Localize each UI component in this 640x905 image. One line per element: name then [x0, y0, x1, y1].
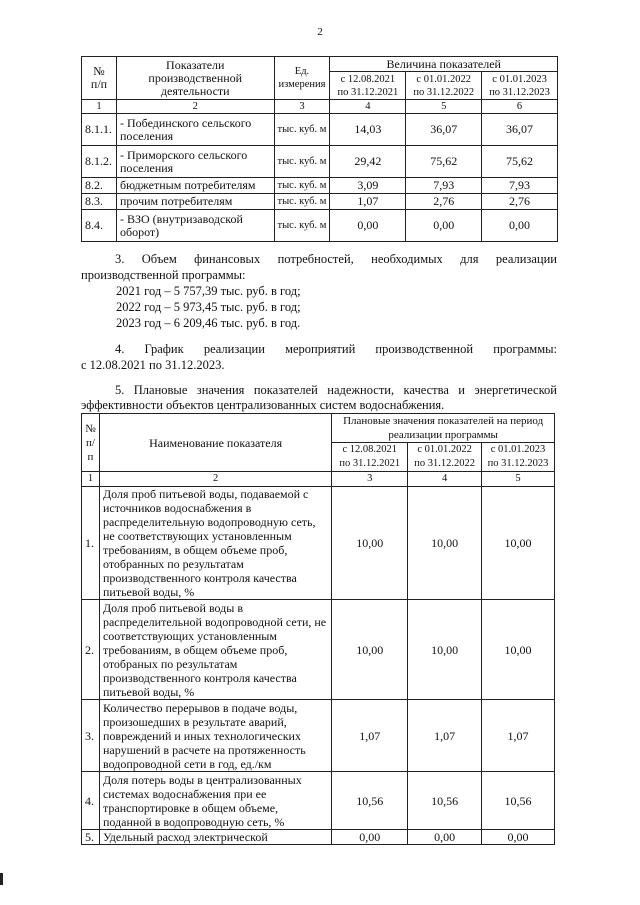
- row-value: 14,03: [330, 114, 406, 146]
- section-4-text: 4. График реализации мероприятий производственной программы:: [115, 342, 557, 356]
- table-row: [82, 146, 558, 178]
- row-unit: тыс. куб. м: [274, 210, 330, 242]
- table-row: [82, 700, 555, 772]
- row-value: 0,00: [330, 210, 406, 242]
- row-unit: тыс. куб. м: [274, 114, 330, 146]
- row-value: 2,76: [406, 194, 482, 210]
- col-header-period-2: с 01.01.2022 по 31.12.2022: [408, 443, 482, 472]
- row-unit: тыс. куб. м: [274, 194, 330, 210]
- row-name: Доля потерь воды в централизованных системах водоснабжения при ее транспортировке в общем объеме, поданной в водопроводную сеть, %: [99, 772, 331, 830]
- col-header-period-2: с 01.01.2022 по 31.12.2022: [406, 72, 482, 100]
- row-value: 10,00: [408, 600, 482, 700]
- row-name: Доля проб питьевой воды в распределительной водопроводной сети, не соответствующих установленным требованиям, в общем объеме проб, отобраных по результатам производственного контроля качества питьевой воды, %: [99, 600, 331, 700]
- row-name: Доля проб питьевой воды, подаваемой с источников водоснабжения в распределительную водопроводную сеть, не соответствующих установленным требованиям, в общем объеме проб, отобранных по результатам производственного контроля качества питьевой воды, %: [99, 487, 331, 600]
- row-name: бюджетным потребителям: [116, 178, 274, 194]
- col-number: 4: [330, 100, 406, 114]
- col-number: 5: [482, 472, 555, 487]
- table-row: [82, 178, 558, 194]
- finance-2022: 2022 год – 5 973,45 тыс. руб. в год;: [116, 300, 301, 314]
- row-name: - ВЗО (внутризаводской оборот): [116, 210, 274, 242]
- section-4-text-cont: с 12.08.2021 по 31.12.2023.: [81, 358, 225, 372]
- row-value: 10,56: [482, 772, 555, 830]
- finance-2021: 2021 год – 5 757,39 тыс. руб. в год;: [116, 284, 301, 298]
- row-value: 0,00: [482, 210, 558, 242]
- row-value: 10,00: [482, 487, 555, 600]
- row-no: 8.2.: [82, 178, 117, 194]
- row-value: 29,42: [330, 146, 406, 178]
- col-number: 6: [482, 100, 558, 114]
- row-value: 0,00: [406, 210, 482, 242]
- section-5-text: 5. Плановые значения показателей надежности, качества и энергетической: [115, 383, 557, 397]
- col-header-plan: Плановые значения показателей на период реализации программы: [332, 414, 555, 443]
- row-value: 1,07: [482, 700, 555, 772]
- col-number: 2: [99, 472, 331, 487]
- table-row: [82, 830, 555, 845]
- table-row: [82, 114, 558, 146]
- col-header-period-1: с 12.08.2021 по 31.12.2021: [332, 443, 408, 472]
- row-name: прочим потребителям: [116, 194, 274, 210]
- row-value: 36,07: [482, 114, 558, 146]
- table-row: [82, 600, 555, 700]
- col-number: 5: [406, 100, 482, 114]
- section-3-text-cont: производственной программы:: [81, 268, 246, 282]
- row-value: 10,00: [332, 487, 408, 600]
- page-number: 2: [317, 26, 323, 38]
- row-no: 2.: [82, 600, 100, 700]
- col-number: 3: [332, 472, 408, 487]
- col-header-value: Величина показателей: [330, 57, 558, 72]
- section-3-text: 3. Объем финансовых потребностей, необходимых для реализации: [115, 252, 557, 266]
- row-value: 1,07: [332, 700, 408, 772]
- row-value: 2,76: [482, 194, 558, 210]
- table-row: [82, 194, 558, 210]
- row-value: 0,00: [332, 830, 408, 845]
- row-value: 0,00: [482, 830, 555, 845]
- col-header-period-3: с 01.01.2023 по 31.12.2023: [482, 72, 558, 100]
- col-header-indicator: Показатели производственной деятельности: [116, 57, 274, 100]
- row-value: 10,00: [408, 487, 482, 600]
- row-value: 75,62: [482, 146, 558, 178]
- row-no: 8.3.: [82, 194, 117, 210]
- row-value: 3,09: [330, 178, 406, 194]
- finance-2023: 2023 год – 6 209,46 тыс. руб. в год.: [116, 316, 301, 330]
- table-row: [82, 487, 555, 600]
- col-header-period-1: с 12.08.2021 по 31.12.2021: [330, 72, 406, 100]
- row-no: 5.: [82, 830, 100, 845]
- col-number: 3: [274, 100, 330, 114]
- col-header-unit: Ед. измерения: [274, 57, 330, 100]
- row-value: 10,56: [332, 772, 408, 830]
- col-header-no: № п/п: [82, 414, 100, 472]
- col-number: 1: [82, 472, 100, 487]
- row-no: 8.4.: [82, 210, 117, 242]
- section-5-text-cont: эффективности объектов централизованных систем водоснабжения.: [81, 398, 445, 412]
- row-unit: тыс. куб. м: [274, 146, 330, 178]
- row-name: Количество перерывов в подаче воды, произошедших в результате аварий, повреждений и иных технологических нарушений в расчете на протяженность водопроводной сети в год, ед./км: [99, 700, 331, 772]
- table-row: [82, 772, 555, 830]
- col-number: 1: [82, 100, 117, 114]
- row-name: Удельный расход электрической: [99, 830, 331, 845]
- col-number: 2: [116, 100, 274, 114]
- reliability-indicators-table: [81, 413, 555, 845]
- row-no: 4.: [82, 772, 100, 830]
- row-value: 1,07: [330, 194, 406, 210]
- row-value: 7,93: [406, 178, 482, 194]
- row-value: 10,00: [332, 600, 408, 700]
- row-no: 8.1.1.: [82, 114, 117, 146]
- row-no: 3.: [82, 700, 100, 772]
- col-header-name: Наименование показателя: [99, 414, 331, 472]
- row-value: 7,93: [482, 178, 558, 194]
- row-no: 8.1.2.: [82, 146, 117, 178]
- row-value: 1,07: [408, 700, 482, 772]
- row-no: 1.: [82, 487, 100, 600]
- production-indicators-table: [81, 56, 558, 242]
- row-value: 75,62: [406, 146, 482, 178]
- row-unit: тыс. куб. м: [274, 178, 330, 194]
- row-value: 0,00: [408, 830, 482, 845]
- col-number: 4: [408, 472, 482, 487]
- row-value: 10,00: [482, 600, 555, 700]
- row-name: - Приморского сельского поселения: [116, 146, 274, 178]
- row-value: 10,56: [408, 772, 482, 830]
- col-header-period-3: с 01.01.2023 по 31.12.2023: [482, 443, 555, 472]
- col-header-no: № п/п: [82, 57, 117, 100]
- row-name: - Побединского сельского поселения: [116, 114, 274, 146]
- scan-edge-mark: [0, 873, 3, 885]
- table-row: [82, 210, 558, 242]
- row-value: 36,07: [406, 114, 482, 146]
